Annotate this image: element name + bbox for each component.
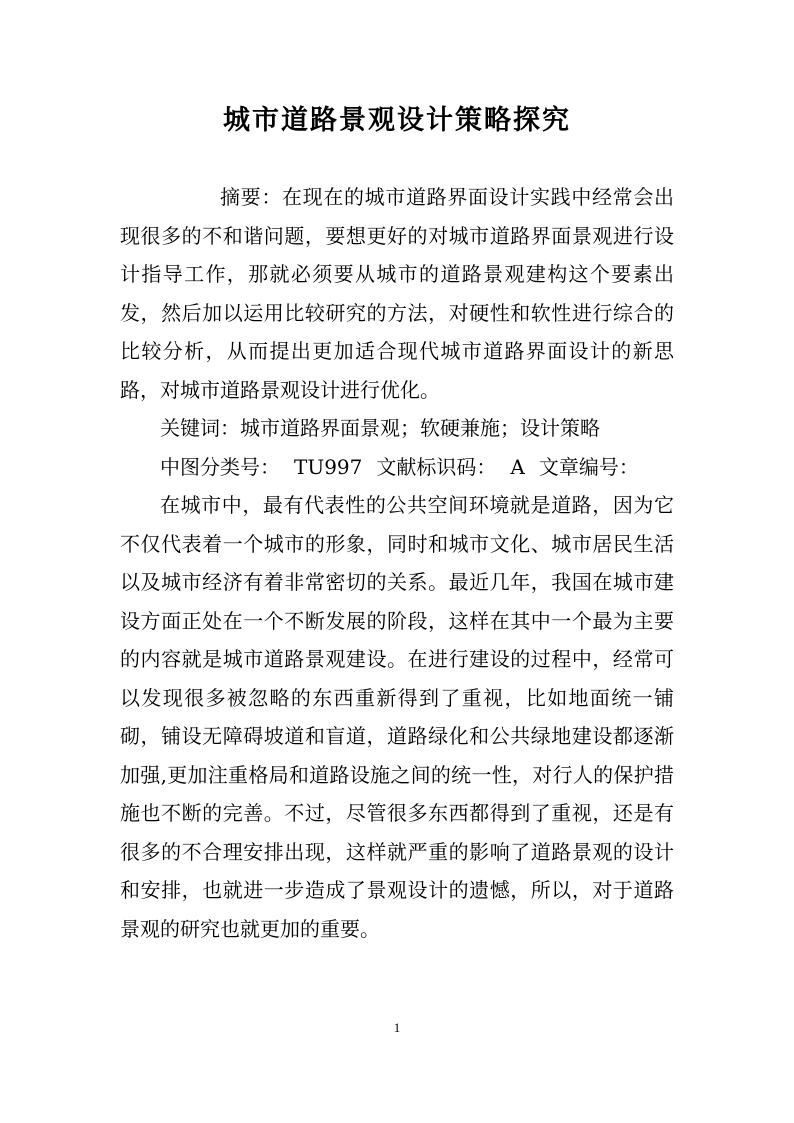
abstract-label: 摘要： (220, 185, 282, 209)
keywords-text: 城市道路界面景观；软硬兼施；设计策略 (240, 416, 600, 440)
abstract-paragraph (120, 178, 674, 409)
keywords-paragraph (120, 409, 674, 448)
doc-code-label: 文献标识码： (376, 454, 497, 479)
clc-label: 中图分类号： (160, 454, 280, 479)
article-number-label: 文章编号： (538, 454, 639, 479)
document-title: 城市道路景观设计策略探究 (223, 105, 571, 136)
classification-line (120, 448, 674, 487)
abstract-text: 在现在的城市道路界面设计实践中经常会出现很多的不和谐问题，要想更好的对城市道路界面景观进行设计指导工作，那就必须要从城市的道路景观建构这个要素出发，然后加以运用比较研究的方法，对硬性和软性进行综合的比较分析，从而提出更加适合现代城市道路界面设计的新思路，对城市道路景观设计进行优化。 (120, 185, 674, 402)
keywords-label: 关键词： (160, 416, 240, 440)
document-body (120, 178, 674, 948)
clc-value: TU997 (294, 454, 363, 479)
page-number: 1 (393, 1020, 401, 1035)
body-paragraph: 在城市中，最有代表性的公共空间环境就是道路，因为它不仅代表着一个城市的形象，同时和城市文化、城市居民生活以及城市经济有着非常密切的关系。最近几年，我国在城市建设方面正处在一个不断发展的阶段，这样在其中一个最为主要的内容就是城市道路景观建设。在进行建设的过程中，经常可以发现很多被忽略的东西重新得到了重视，比如地面统一铺砌，铺设无障碍坡道和盲道，道路绿化和公共绿地建设都逐渐加强,更加注重格局和道路设施之间的统一性，对行人的保护措施也不断的完善。不过，尽管很多东西都得到了重视，还是有很多的不合理安排出现，这样就严重的影响了道路景观的设计和安排，也就进一步造成了景观设计的遗憾，所以，对于道路景观的研究也就更加的重要。 (120, 493, 674, 941)
doc-code-value: A (510, 454, 525, 479)
